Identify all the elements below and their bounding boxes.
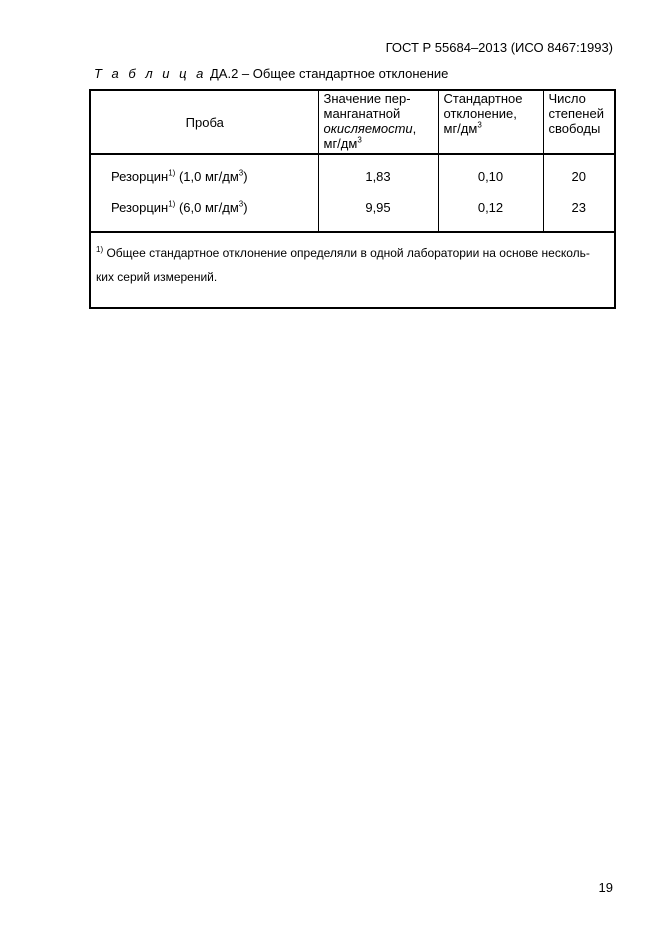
column-header-dof: Число степеней свободы bbox=[543, 90, 615, 154]
table-caption bbox=[94, 66, 448, 82]
table-caption-label: Т а б л и ц а bbox=[94, 66, 207, 81]
cell-sample: Резорцин$^{1)}$ (1,0 $мг/дм^3$) bbox=[90, 154, 318, 193]
cell-dof: 23 bbox=[543, 193, 615, 232]
table-row bbox=[90, 193, 615, 232]
cell-sample: Резорцин$^{1)}$ (6,0 $мг/дм^3$) bbox=[90, 193, 318, 232]
table-footnote-row bbox=[90, 232, 615, 308]
column-header-sample: Проба bbox=[90, 90, 318, 154]
document-header: ГОСТ Р 55684–2013 (ИСО 8467:1993) bbox=[385, 40, 613, 55]
cell-value: 1,83 bbox=[318, 154, 438, 193]
cell-std: 0,10 bbox=[438, 154, 543, 193]
data-table bbox=[89, 89, 616, 309]
page-number: 19 bbox=[598, 880, 613, 895]
table-header-row bbox=[90, 90, 615, 154]
cell-dof: 20 bbox=[543, 154, 615, 193]
table-footnote: $^{1)}$ Общее стандартное отклонение определяли в одной лаборатории на основе несколь- ких серий измерений. bbox=[90, 232, 615, 308]
column-header-value: Значение пер- манганатной окисляемости, $мг/дм^3$ bbox=[318, 90, 438, 154]
cell-value: 9,95 bbox=[318, 193, 438, 232]
table-caption-title: ДА.2 – Общее стандартное отклонение bbox=[206, 66, 449, 81]
table-row bbox=[90, 154, 615, 193]
cell-std: 0,12 bbox=[438, 193, 543, 232]
column-header-std: Стандартное отклонение, $мг/дм^3$ bbox=[438, 90, 543, 154]
